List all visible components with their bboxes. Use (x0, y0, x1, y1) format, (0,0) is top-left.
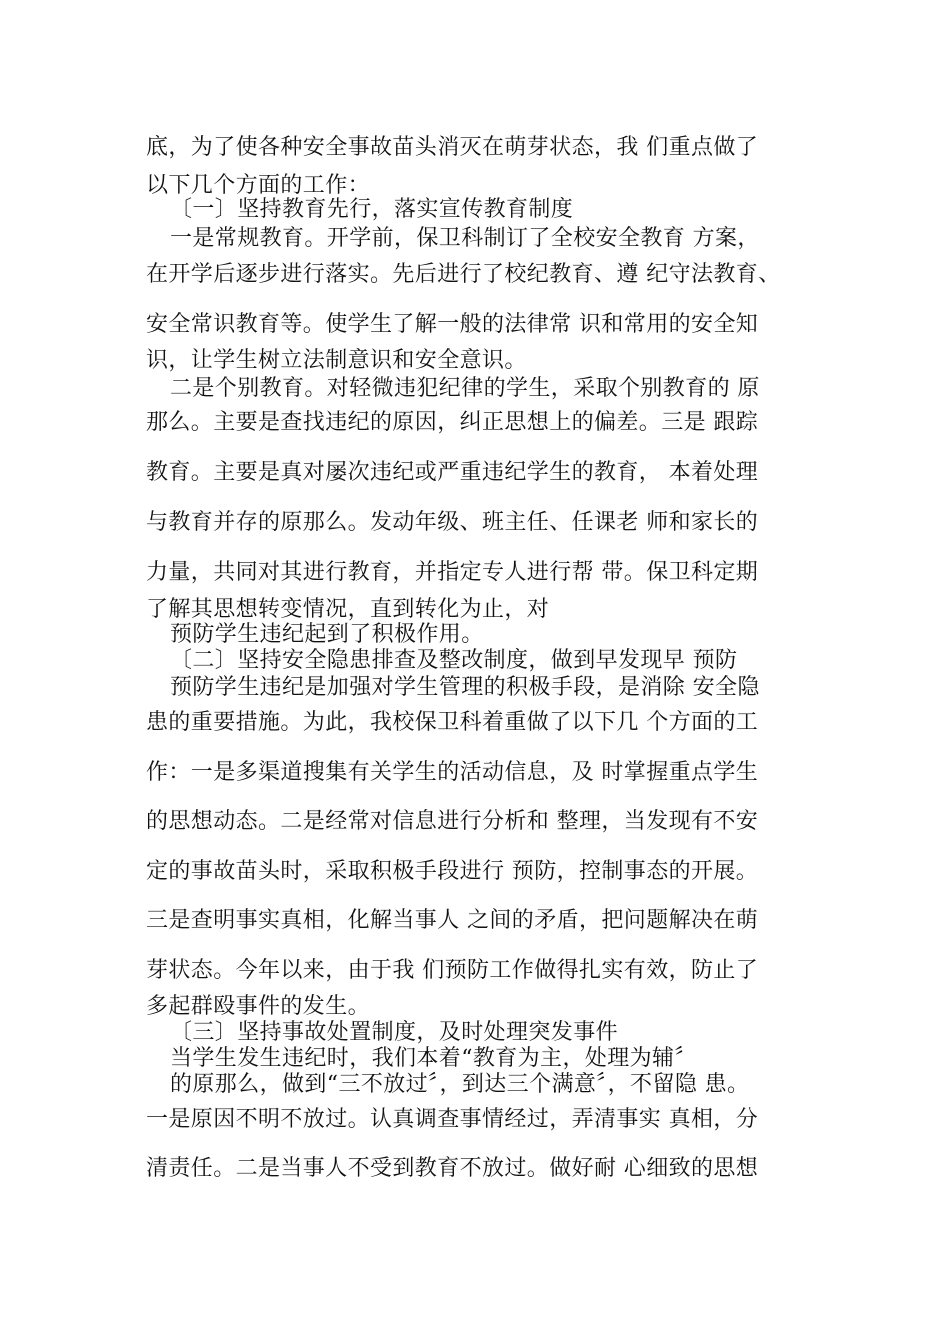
text-line: 定的事故苗头时，采取积极手段进行 预防，控制事态的开展。 (146, 859, 759, 884)
text-line: 以下几个方面的工作： (146, 173, 371, 198)
section-heading: 〔三〕坚持事故处置制度，及时处理突发事件 (170, 1020, 619, 1045)
section-heading: 〔二〕坚持安全隐患排查及整改制度，做到早发现早 预防 (170, 648, 738, 673)
text-line: 底，为了使各种安全事故苗头消灭在萌芽状态，我 们重点做了 (146, 135, 759, 160)
text-line: 预防学生违纪是加强对学生管理的积极手段，是消除 安全隐 (170, 675, 760, 700)
section-heading: 〔一〕坚持教育先行，落实宣传教育制度 (170, 197, 574, 222)
text-line: 那么。主要是查找违纪的原因，纠正思想上的偏差。三是 跟踪 (146, 410, 759, 435)
text-line: 一是原因不明不放过。认真调查事情经过，弄清事实 真相，分 (146, 1107, 759, 1132)
text-line: 与教育并存的原那么。发动年级、班主任、任课老 师和家长的 (146, 510, 759, 535)
text-line: 作：一是多渠道搜集有关学生的活动信息，及 时掌握重点学生 (146, 760, 759, 785)
text-line: 预防学生违纪起到了积极作用。 (170, 622, 484, 647)
text-line: 清责任。二是当事人不受到教育不放过。做好耐 心细致的思想 (146, 1156, 759, 1181)
text-line: 三是查明事实真相，化解当事人 之间的矛盾，把问题解决在萌 (146, 908, 759, 933)
text-line: 的原那么，做到“三不放过〞，到达三个满意〞，不留隐 患。 (170, 1072, 750, 1097)
text-line: 患的重要措施。为此，我校保卫科着重做了以下几 个方面的工 (146, 710, 759, 735)
text-line: 芽状态。今年以来，由于我 们预防工作做得扎实有效，防止了 (146, 958, 759, 983)
text-line: 二是个别教育。对轻微违犯纪律的学生，采取个别教育的 原 (170, 376, 760, 401)
text-line: 在开学后逐步进行落实。先后进行了校纪教育、遵 纪守法教育、 (146, 262, 781, 287)
text-line: 当学生发生违纪时，我们本着“教育为主，处理为辅〞 (170, 1046, 697, 1071)
text-line: 教育。主要是真对屡次违纪或严重违纪学生的教育， 本着处理 (146, 460, 759, 485)
text-line: 一是常规教育。开学前，保卫科制订了全校安全教育 方案， (170, 226, 760, 251)
text-line: 的思想动态。二是经常对信息进行分析和 整理，当发现有不安 (146, 809, 759, 834)
text-line: 识，让学生树立法制意识和安全意识。 (146, 348, 527, 373)
text-line: 力量，共同对其进行教育，并指定专人进行帮 带。保卫科定期 (146, 560, 759, 585)
text-line: 安全常识教育等。使学生了解一般的法律常 识和常用的安全知 (146, 312, 759, 337)
text-line: 了解其思想转变情况，直到转化为止，对 (146, 597, 550, 622)
text-line: 多起群殴事件的发生。 (146, 994, 371, 1019)
